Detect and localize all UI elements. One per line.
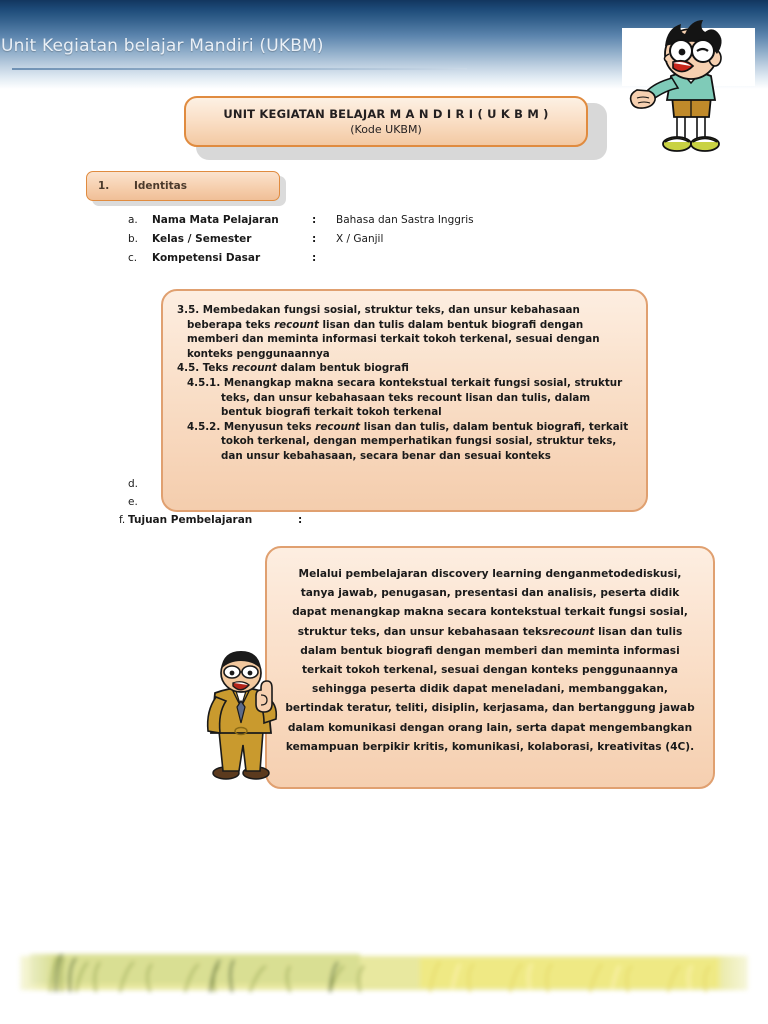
identity-colon: :	[312, 233, 317, 245]
kd-item	[177, 376, 632, 420]
kd-text-post: lisan dan tulis, dalam bentuk biografi, terkait tokoh terkenal, dengan memperhatikan fungsi sosial, struktur teks, dan unsur kebahasaan, secara benar dan sesuai konteks	[221, 420, 629, 462]
title-banner	[184, 96, 588, 147]
list-item	[128, 233, 648, 252]
tujuan-text	[283, 565, 697, 757]
kd-item	[177, 420, 632, 464]
kd-text-pre: Teks	[202, 362, 232, 375]
kd-text-post: lisan dan tulis dalam bentuk biografi dengan memberi dan meminta informasi terkait tokoh terkenal, sesuai dengan konteks penggunaannya	[187, 318, 600, 360]
tujuan-bold-tail: berpikir kritis, komunikasi, kolaborasi, kreativitas (4C).	[362, 740, 695, 753]
kd-text-italic: recount	[274, 318, 319, 331]
teacher-character-icon	[193, 645, 289, 785]
kd-code: 4.5.1.	[187, 376, 221, 389]
tujuan-part2: lisan dan tulis dalam bentuk biografi dengan memberi dan meminta informasi terkait tokoh terkenal, sesuai dengan konteks penggunaannya sehingga peserta didik dapat meneladani, membanggakan, bertindak teratur, teliti, disiplin, kerjasama, dan bertanggung jawab dalam komunikasi dengan orang lain, serta dapat mengembangkan kemampuan	[285, 625, 695, 753]
page-header-title: Unit Kegiatan belajar Mandiri (UKBM)	[1, 36, 324, 56]
identity-name: Tujuan Pembelajaran	[128, 514, 253, 526]
identity-key: f.	[119, 514, 126, 526]
kd-text-pre: Menyusun teks	[223, 420, 316, 433]
identity-name: Nama Mata Pelajaran	[152, 214, 279, 226]
identitas-number: 1.	[98, 180, 110, 192]
tujuan-part1: Melalui pembelajaran discovery learning denganmetodediskusi, tanya jawab, penugasan, presentasi dan analisis, peserta didik dapat menangkap makna secara kontekstual terkait fungsi sosial, struktur teks, dan unsur kebahasaan teks	[292, 568, 688, 638]
list-item	[128, 214, 648, 233]
kd-text-post: dalam bentuk biografi	[276, 362, 409, 375]
identity-key: d.	[128, 478, 139, 490]
list-item	[128, 496, 528, 514]
identity-name: Kelas / Semester	[152, 233, 252, 245]
kd-code: 3.5.	[177, 304, 200, 316]
identity-key: c.	[128, 252, 138, 264]
identity-value: Bahasa dan Sastra Inggris	[336, 214, 474, 226]
footer-grass-decoration	[0, 930, 768, 1024]
tujuan-italic: recount	[548, 625, 595, 638]
kd-text-italic: recount	[231, 362, 277, 375]
identity-list-continued	[119, 478, 528, 532]
kd-code: 4.5.	[177, 362, 200, 375]
kd-text-italic: recount	[315, 420, 361, 433]
list-item	[128, 252, 648, 271]
grass-photo-band	[0, 930, 768, 1024]
list-item	[128, 478, 528, 496]
identity-colon: :	[312, 214, 317, 226]
title-banner-line1: UNIT KEGIATAN BELAJAR M A N D I R I ( U K B M )	[223, 107, 549, 121]
identity-key: a.	[128, 214, 138, 226]
header-divider	[12, 68, 467, 70]
identitas-label: Identitas	[134, 180, 187, 192]
kd-item	[177, 361, 632, 376]
list-item	[119, 514, 528, 532]
kd-text-pre: Menangkap makna secara kontekstual terkait fungsi sosial, struktur teks, dan unsur kebahasaan teks recount lisan dan tulis, dalam bentuk biografi terkait tokoh terkenal	[221, 376, 623, 419]
identity-key: e.	[128, 496, 138, 508]
kd-text-pre: Membedakan fungsi sosial, struktur teks, dan unsur kebahasaan beberapa teks	[187, 304, 580, 331]
identity-colon: :	[298, 514, 303, 526]
cartoon-boy-icon	[625, 18, 751, 168]
kd-item	[177, 303, 632, 361]
identity-colon: :	[312, 252, 317, 264]
identity-value: X / Ganjil	[336, 233, 384, 245]
identity-key: b.	[128, 233, 139, 245]
tujuan-pembelajaran-box	[265, 546, 715, 789]
identity-list	[128, 214, 648, 271]
title-banner-line2: (Kode UKBM)	[350, 123, 422, 136]
identitas-section-header	[86, 171, 280, 201]
identity-name: Kompetensi Dasar	[152, 252, 261, 264]
kd-code: 4.5.2.	[187, 420, 221, 433]
